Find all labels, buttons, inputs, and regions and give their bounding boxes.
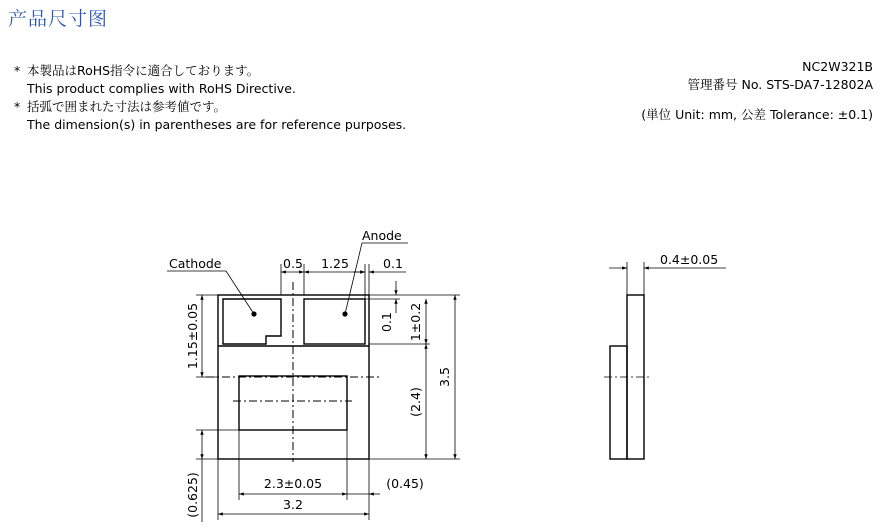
page-title: 产品尺寸图 xyxy=(8,8,109,30)
cathode-leader xyxy=(167,271,254,314)
dim-width: 3.2 xyxy=(283,497,303,512)
anode-leader xyxy=(345,243,408,314)
dim-body-height-ref: (2.4) xyxy=(408,387,423,417)
anode-pad xyxy=(304,299,365,344)
side-lens xyxy=(610,346,627,459)
dim-body-width: 2.3±0.05 xyxy=(263,476,323,491)
note-2-jp: * 括弧で囲まれた寸法は参考値です。 xyxy=(14,99,227,114)
note-bullet: * xyxy=(14,63,21,78)
dim-pad-height: 1±0.2 xyxy=(408,302,423,342)
part-number: NC2W321B xyxy=(802,59,873,74)
dim-top-height: 1.15±0.05 xyxy=(185,302,200,370)
cathode-pad xyxy=(223,299,281,344)
anode-label: Anode xyxy=(362,228,402,243)
front-view xyxy=(206,282,380,462)
dim-height: 3.5 xyxy=(437,367,452,387)
control-number: 管理番号 No. STS-DA7-12802A xyxy=(687,77,873,92)
dim-gap: 0.5 xyxy=(283,256,303,271)
note-1-en: This product complies with RoHS Directive. xyxy=(27,81,296,96)
dim-lower-offset-ref: (0.625) xyxy=(185,472,200,518)
dim-edge-margin: 0.1 xyxy=(383,256,403,271)
dim-right-offset-ref: (0.45) xyxy=(386,476,424,491)
note-bullet: * xyxy=(14,99,21,114)
note-1-jp: * 本製品はRoHS指令に適合しております。 xyxy=(14,63,260,78)
units-tolerance: (単位 Unit: mm, 公差 Tolerance: ±0.1) xyxy=(641,107,873,122)
note-2-en: The dimension(s) in parentheses are for reference purposes. xyxy=(27,117,407,132)
dim-pad-width: 1.25 xyxy=(321,256,349,271)
cathode-label: Cathode xyxy=(169,256,222,271)
dim-pad-offset: 0.1 xyxy=(379,312,394,332)
dim-side-thickness: 0.4±0.05 xyxy=(660,252,719,267)
